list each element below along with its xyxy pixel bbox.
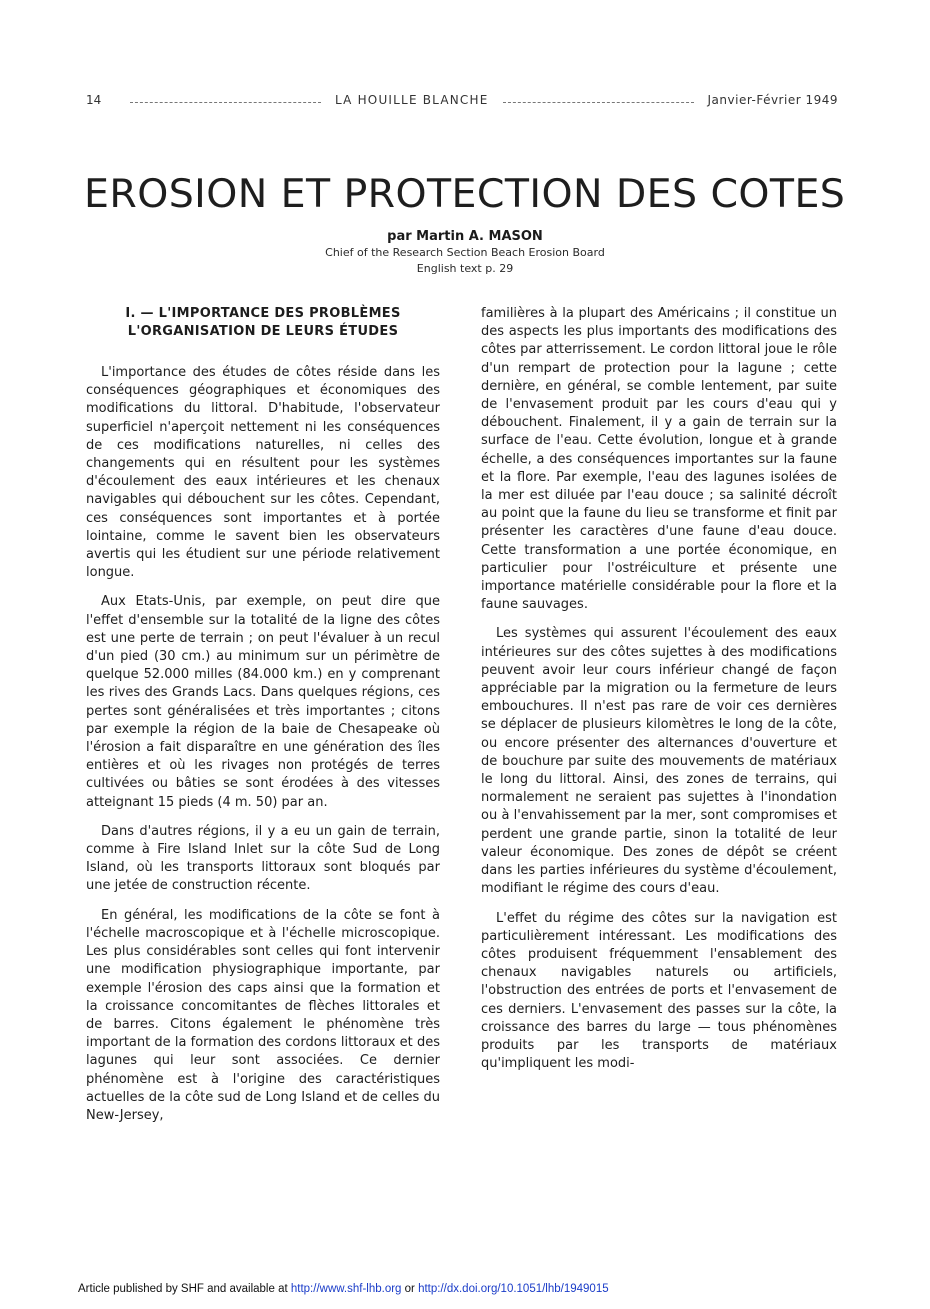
page-number: 14 <box>86 93 102 107</box>
byline <box>0 228 930 277</box>
running-header <box>86 92 838 108</box>
author-affiliation: Chief of the Research Section Beach Erosion Board <box>325 246 605 259</box>
journal-name: LA HOUILLE BLANCHE <box>335 93 489 107</box>
paragraph: Les systèmes qui assurent l'écoulement des eaux intérieures sur des côtes sujettes à des modifications peuvent avoir leur cours inférieur changé de façon appréciable par la migration ou la fermeture de leurs embouchures. Il n'est pas rare de voir ces dernières se déplacer de plusieurs kilomètres le long de la côte, ou encore présenter des alternances d'ouverture et de bouchure par suite des mouvements de matériaux le long du littoral. Ainsi, des zones de terrains, qui normalement ne seraient pas sujettes à l'inondation ou à l'envahissement par la mer, sont compromises et perdent une grande partie, sinon la totalité de leur valeur économique. Des zones de dépôt se créent dans les parties inférieures du système d'écoulement, modifiant le régime des cours d'eau. <box>481 626 837 897</box>
right-column <box>481 305 837 1084</box>
footer-text: Article published by SHF and available at <box>78 1283 291 1295</box>
paragraph: Dans d'autres régions, il y a eu un gain de terrain, comme à Fire Island Inlet sur la côte Sud de Long Island, où les transports littoraux sont bloqués par une jetée de construction récente. <box>86 823 440 894</box>
section-heading <box>86 305 440 341</box>
left-column <box>86 305 440 1136</box>
publication-footer <box>78 1283 609 1295</box>
section-heading-line-2: L'ORGANISATION DE LEURS ÉTUDES <box>127 324 399 339</box>
english-text-reference: English text p. 29 <box>416 262 514 275</box>
header-rule-right <box>503 102 694 103</box>
author-name: par Martin A. MASON <box>387 229 543 244</box>
doi-link[interactable]: http://dx.doi.org/10.1051/lhb/1949015 <box>418 1283 609 1295</box>
section-heading-line-1: I. — L'IMPORTANCE DES PROBLÈMES <box>125 306 401 321</box>
article-title: EROSION ET PROTECTION DES COTES <box>84 171 846 217</box>
footer-or: or <box>401 1283 419 1295</box>
shf-lhb-link[interactable]: http://www.shf-lhb.org <box>290 1283 402 1295</box>
paragraph: En général, les modifications de la côte se font à l'échelle macroscopique et à l'échelle microscopique. Les plus considérables sont celles qui font intervenir une modification physiographique importante, par exemple l'érosion des caps ainsi que la formation et la croissance concomitantes de flèches littorales et de barres. Citons également le phénomène très important de la formation des cordons littoraux et des lagunes qui leur sont associées. Ce dernier phénomène est à l'origine des caractéristiques actuelles de la côte sud de Long Island et de celles du New-Jersey, <box>86 907 440 1123</box>
paragraph: Aux Etats-Unis, par exemple, on peut dire que l'effet d'ensemble sur la totalité de la ligne des côtes est une perte de terrain ; on peut l'évaluer à un recul d'un pied (30 cm.) au minimum sur un périmètre de quelque 52.000 milles (84.000 km.) en y comprenant les rives des Grands Lacs. Dans quelques régions, ces pertes sont généralisées et très importantes ; citons par exemple la région de la baie de Chesapeake où l'érosion a fait disparaître en une génération des îles entières et où les rivages non protégés de terres cultivées ou bâties se sont érodées à des vitesses atteignant 15 pieds (4 m. 50) par an. <box>86 594 440 810</box>
header-rule-left <box>130 102 321 103</box>
paragraph: L'effet du régime des côtes sur la navigation est particulièrement intéressant. Les modifications des côtes produisent fréquemment l'ensablement des chenaux navigables naturels ou artificiels, l'obstruction des entrées de ports et l'envasement de ces derniers. L'envasement des passes sur la côte, la croissance des barres du large — tous phénomènes produits par les transports de matériaux qu'impliquent les modi- <box>481 910 837 1072</box>
paragraph-continued: familières à la plupart des Américains ; il constitue un des aspects les plus importants des modifications des côtes par atterrissement. Le cordon littoral joue le rôle d'un rempart de protection pour la lagune ; cette dernière, en général, se comble lentement, par suite de l'envasement produit par les cours d'eau qui y débouchent. Finalement, il y a gain de terrain sur la surface de l'eau. Cette évolution, longue et à grande échelle, a des conséquences importantes sur la faune et la flore. Par exemple, l'eau des lagunes isolées de la mer est diluée par l'eau douce ; sa salinité décroît au point que la faune du lieu se transforme et finit par présenter les caractères d'une faune d'eau douce. Cette transformation a une portée économique, en particulier pour l'ostréiculture et présente une importance matérielle considérable pour la flore et la faune sauvages. <box>481 306 837 613</box>
issue-date: Janvier-Février 1949 <box>707 93 838 107</box>
paragraph: L'importance des études de côtes réside dans les conséquences géographiques et économiques des modifications du littoral. D'habitude, l'observateur superficiel n'aperçoit nettement ni les conséquences de ces modifications naturelles, ni celles des changements qui en résultent pour les systèmes d'écoulement des eaux intérieures et les chenaux navigables qui débouchent sur les côtes. Cependant, ces conséquences sont importantes et à portée lointaine, comme le savent bien les observateurs avertis qui les étudient sur une période relativement longue. <box>86 365 440 581</box>
